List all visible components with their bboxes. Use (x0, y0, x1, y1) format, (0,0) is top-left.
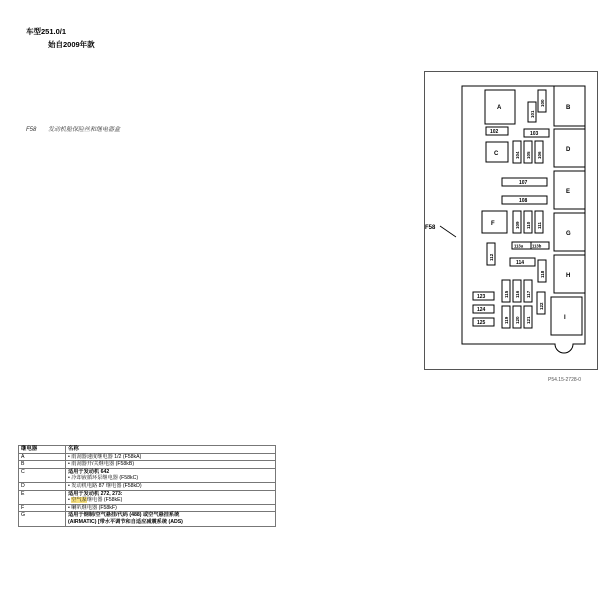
fuse-116: 116 (515, 290, 520, 298)
fuse-101: 101 (530, 110, 535, 118)
table-row (19, 468, 276, 482)
fuse-119: 119 (504, 316, 509, 324)
fuse-106: 106 (537, 151, 542, 159)
relay-table (18, 445, 276, 527)
figure-reference: P54.15-2728-0 (548, 377, 582, 383)
suspension-condition: 适用于钢制/空气悬挂/代码 (488) 或空气悬挂系统 (68, 512, 180, 519)
suspension-condition: (AIRMATIC) [带水平调节和自适应减震系统 (ADS) (68, 518, 183, 525)
caption-text: 发动机舱保险丝和继电器盒 (48, 127, 121, 133)
fuse-102: 102 (490, 129, 499, 135)
relay-desc-line: • 空气泵继电器 (F58kE) (68, 497, 123, 504)
table-row (19, 512, 276, 526)
table-row (19, 490, 276, 504)
relay-h-label: H (566, 273, 571, 279)
fuse-box-diagram (424, 71, 598, 370)
table-header-row (19, 446, 276, 454)
engine-condition: 适用于发动机 272, 273: (68, 490, 123, 497)
relay-desc: • 雨刮器开/关继电器 (F58kB) (66, 461, 276, 469)
relay-desc: • 喇叭继电器 (F58kF) (66, 504, 276, 512)
fuse-115: 115 (504, 290, 509, 298)
f58-pointer-label: F58 (425, 225, 436, 231)
model-year-heading: 始自2009年款 (48, 40, 95, 49)
fuse-103: 103 (530, 131, 539, 137)
relay-a-label: A (497, 105, 502, 111)
relay-id: B (19, 461, 66, 469)
engine-condition: 适用于发动机 642 (68, 468, 110, 475)
table-row (19, 461, 276, 469)
relay-id: A (19, 453, 66, 461)
relay-desc: • 发动机电路 87 继电器 (F58kD) (66, 482, 276, 490)
relay-c-label: C (494, 151, 499, 157)
fuse-118: 118 (540, 270, 545, 278)
fuse-108: 108 (519, 198, 528, 204)
relay-desc-line: • 冷却液循环泵继电器 (F58kC) (68, 475, 139, 482)
relay-g-label: G (566, 231, 571, 237)
fuse-112: 112 (489, 253, 494, 261)
fuse-113b: 113b (532, 243, 542, 249)
fuse-box-caption (26, 124, 120, 133)
fuse-114: 114 (516, 260, 525, 266)
fuse-111: 111 (537, 221, 542, 229)
relay-e-label: E (566, 189, 571, 195)
fuse-123: 123 (477, 294, 486, 300)
relay-f-label: F (491, 221, 495, 227)
relay-id: G (19, 512, 66, 526)
table-row (19, 504, 276, 512)
relay-desc-rest: 继电器 (F58kE) (86, 497, 123, 504)
fuse-109: 109 (515, 221, 520, 229)
fuse-124: 124 (477, 307, 486, 313)
relay-id: F (19, 504, 66, 512)
fuse-100: 100 (540, 99, 545, 107)
fuse-125: 125 (477, 320, 486, 326)
fuse-120: 120 (515, 316, 520, 324)
model-heading: 车型251.0/1 (26, 27, 67, 36)
relay-i (551, 297, 582, 335)
relay-id: C (19, 468, 66, 482)
relay-i-label: I (564, 315, 566, 321)
fuse-107: 107 (519, 180, 528, 186)
relay-id: D (19, 482, 66, 490)
col-header-relay: 继电器 (19, 446, 66, 454)
highlighted-term: 空气泵 (71, 497, 87, 504)
relay-b-label: B (566, 105, 571, 111)
fuse-121: 121 (526, 316, 531, 324)
fuse-105: 105 (526, 151, 531, 159)
table-row (19, 453, 276, 461)
caption-code: F58 (26, 127, 37, 133)
relay-desc (66, 468, 276, 482)
fuse-122: 122 (539, 302, 544, 310)
relay-d-label: D (566, 147, 571, 153)
page-cutoff (0, 590, 603, 601)
col-header-name: 名称 (66, 446, 276, 454)
relay-desc (66, 490, 276, 504)
relay-desc (66, 512, 276, 526)
table-row (19, 482, 276, 490)
fuse-110: 110 (526, 221, 531, 229)
relay-id: E (19, 490, 66, 504)
fuse-113a: 113a (514, 243, 524, 249)
relay-desc: • 雨刮器速度继电器 1/2 (F58kA) (66, 453, 276, 461)
fuse-104: 104 (515, 151, 520, 159)
fuse-117: 117 (526, 290, 531, 298)
